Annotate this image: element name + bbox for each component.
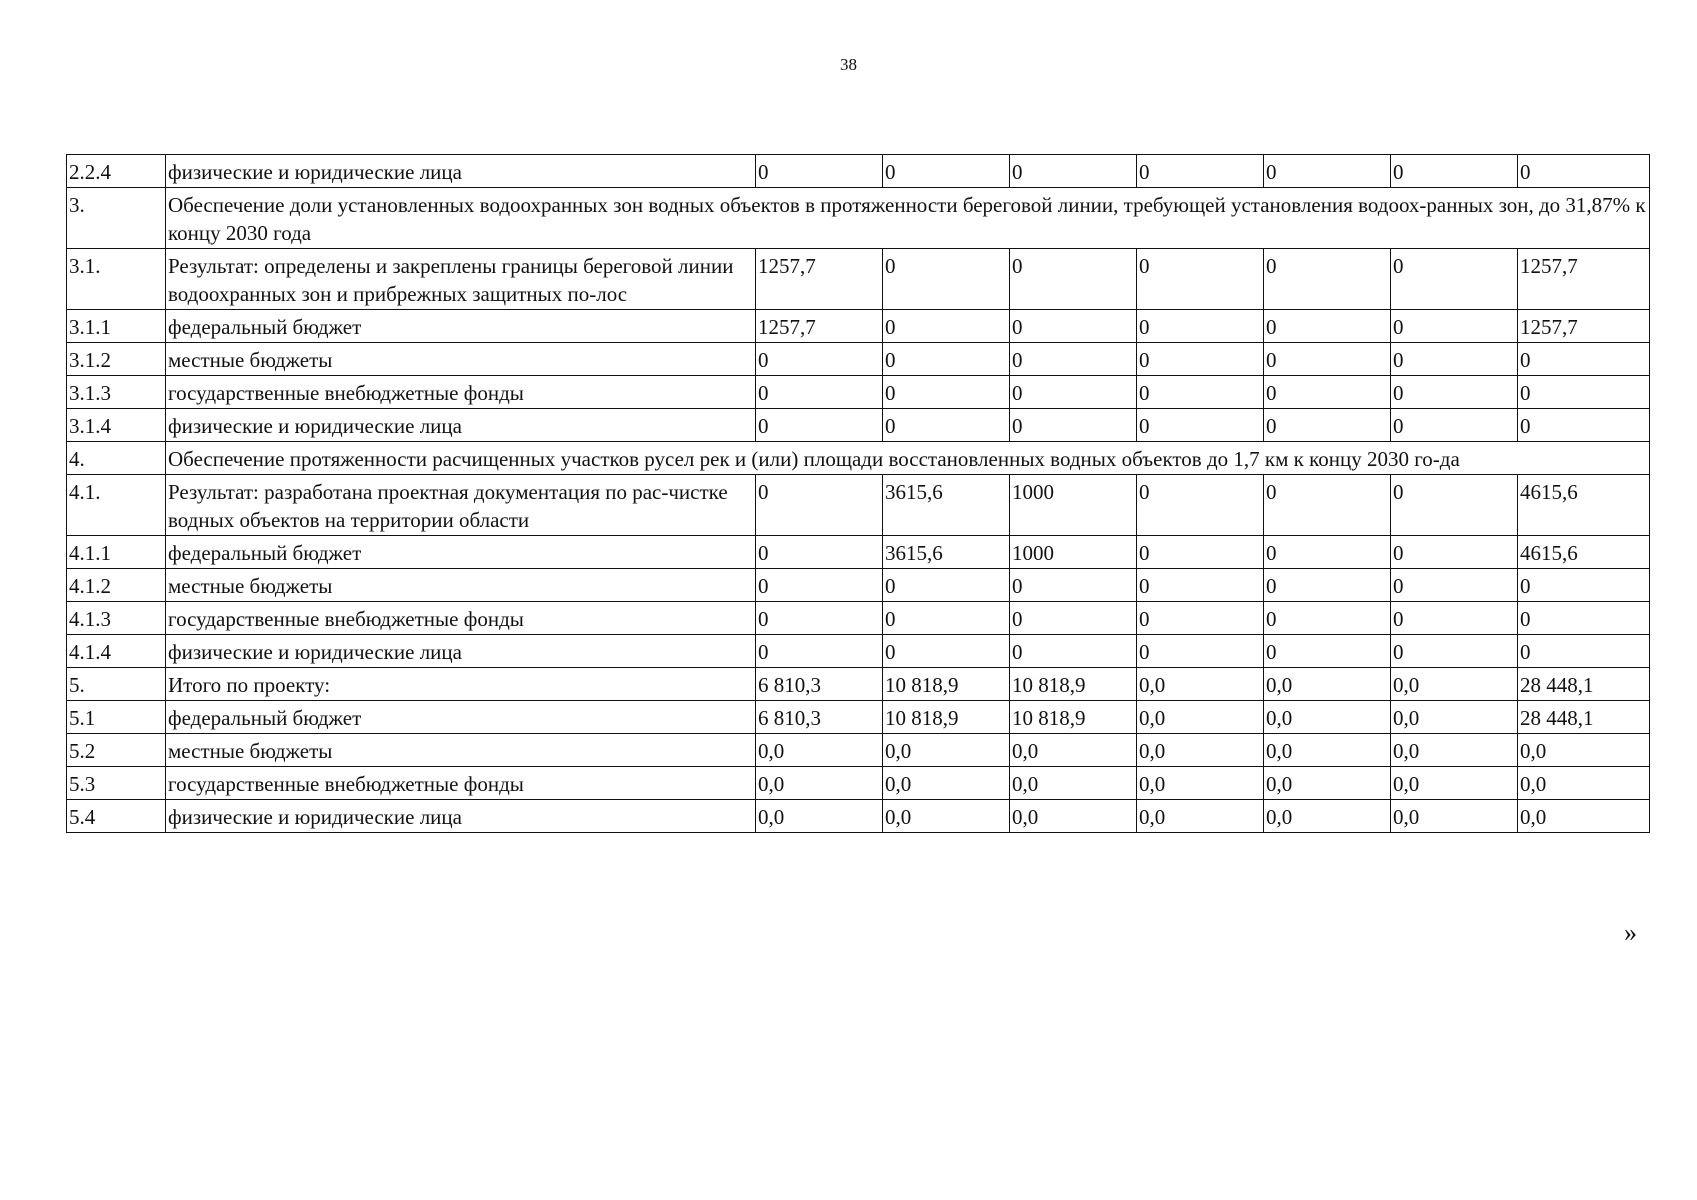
row-name-cell: федеральный бюджет — [166, 701, 756, 734]
row-name-cell: местные бюджеты — [166, 569, 756, 602]
value-cell: 0 — [883, 635, 1010, 668]
value-cell: 4615,6 — [1518, 475, 1650, 536]
row-name-cell: Результат: разработана проектная документация по рас-чистке водных объектов на территории области — [166, 475, 756, 536]
value-cell: 0 — [1391, 249, 1518, 310]
closing-quote-mark: » — [1624, 918, 1637, 947]
value-cell: 0 — [883, 343, 1010, 376]
value-cell: 3615,6 — [883, 536, 1010, 569]
value-cell: 0 — [1518, 569, 1650, 602]
row-name-cell: федеральный бюджет — [166, 536, 756, 569]
table-row — [67, 569, 1650, 602]
value-cell: 0,0 — [1137, 734, 1264, 767]
row-name-cell: местные бюджеты — [166, 734, 756, 767]
table-row — [67, 701, 1650, 734]
value-cell: 1257,7 — [756, 249, 883, 310]
value-cell: 1000 — [1010, 475, 1137, 536]
value-cell: 10 818,9 — [883, 668, 1010, 701]
value-cell: 0 — [1137, 635, 1264, 668]
value-cell: 0 — [1264, 310, 1391, 343]
row-name-cell: государственные внебюджетные фонды — [166, 602, 756, 635]
value-cell: 0 — [756, 155, 883, 188]
row-number-cell: 4.1.1 — [67, 536, 166, 569]
value-cell: 0 — [756, 602, 883, 635]
value-cell: 0 — [756, 536, 883, 569]
value-cell: 0 — [1264, 155, 1391, 188]
row-name-cell: физические и юридические лица — [166, 800, 756, 833]
value-cell: 0 — [1518, 376, 1650, 409]
value-cell: 1257,7 — [1518, 249, 1650, 310]
page-number: 38 — [840, 55, 857, 74]
value-cell: 0 — [1264, 376, 1391, 409]
value-cell: 0 — [1391, 602, 1518, 635]
value-cell: 0 — [1518, 409, 1650, 442]
value-cell: 0 — [883, 409, 1010, 442]
row-number-cell: 2.2.4 — [67, 155, 166, 188]
value-cell: 0 — [1391, 475, 1518, 536]
value-cell: 0,0 — [1391, 800, 1518, 833]
value-cell: 0 — [1010, 409, 1137, 442]
value-cell: 0,0 — [1391, 767, 1518, 800]
value-cell: 0 — [1391, 569, 1518, 602]
row-number-cell: 5.2 — [67, 734, 166, 767]
value-cell: 0 — [1391, 376, 1518, 409]
row-number-cell: 5.4 — [67, 800, 166, 833]
row-number-cell: 4.1. — [67, 475, 166, 536]
value-cell: 0,0 — [1137, 701, 1264, 734]
value-cell: 0,0 — [1010, 734, 1137, 767]
value-cell: 0 — [1137, 536, 1264, 569]
value-cell: 0 — [1010, 602, 1137, 635]
value-cell: 0 — [756, 376, 883, 409]
row-number-cell: 3.1.1 — [67, 310, 166, 343]
value-cell: 0 — [1391, 635, 1518, 668]
value-cell: 28 448,1 — [1518, 701, 1650, 734]
row-name-cell: Результат: определены и закреплены границы береговой линии водоохранных зон и прибрежных защитных по-лос — [166, 249, 756, 310]
row-number-cell: 5.1 — [67, 701, 166, 734]
value-cell: 10 818,9 — [883, 701, 1010, 734]
row-number-cell: 4. — [67, 442, 166, 475]
value-cell: 0,0 — [1137, 767, 1264, 800]
value-cell: 1257,7 — [756, 310, 883, 343]
value-cell: 10 818,9 — [1010, 701, 1137, 734]
value-cell: 1000 — [1010, 536, 1137, 569]
value-cell: 0 — [1264, 602, 1391, 635]
value-cell: 0,0 — [756, 767, 883, 800]
value-cell: 0 — [1137, 475, 1264, 536]
value-cell: 0 — [756, 635, 883, 668]
value-cell: 0 — [1010, 569, 1137, 602]
row-name-cell: физические и юридические лица — [166, 635, 756, 668]
row-number-cell: 3.1.4 — [67, 409, 166, 442]
value-cell: 0 — [883, 602, 1010, 635]
value-cell: 0 — [1391, 155, 1518, 188]
value-cell: 0 — [1518, 343, 1650, 376]
value-cell: 0 — [1518, 155, 1650, 188]
value-cell: 0 — [1137, 249, 1264, 310]
row-number-cell: 4.1.2 — [67, 569, 166, 602]
value-cell: 0,0 — [1264, 767, 1391, 800]
row-name-cell: физические и юридические лица — [166, 155, 756, 188]
value-cell: 10 818,9 — [1010, 668, 1137, 701]
value-cell: 0 — [1010, 343, 1137, 376]
value-cell: 0,0 — [1391, 734, 1518, 767]
row-number-cell: 5.3 — [67, 767, 166, 800]
table-row — [67, 602, 1650, 635]
value-cell: 28 448,1 — [1518, 668, 1650, 701]
value-cell: 1257,7 — [1518, 310, 1650, 343]
table-row — [67, 310, 1650, 343]
value-cell: 0 — [756, 409, 883, 442]
value-cell: 0 — [1264, 249, 1391, 310]
value-cell: 0 — [1391, 409, 1518, 442]
value-cell: 0,0 — [1391, 668, 1518, 701]
value-cell: 0,0 — [883, 734, 1010, 767]
value-cell: 0 — [1137, 310, 1264, 343]
value-cell: 0,0 — [1518, 734, 1650, 767]
row-number-cell: 3.1.3 — [67, 376, 166, 409]
value-cell: 0 — [1010, 155, 1137, 188]
table-row — [67, 188, 1650, 249]
value-cell: 0 — [756, 569, 883, 602]
value-cell: 0 — [1518, 635, 1650, 668]
table-row — [67, 409, 1650, 442]
value-cell: 0 — [1518, 602, 1650, 635]
row-number-cell: 3.1.2 — [67, 343, 166, 376]
table-row — [67, 249, 1650, 310]
value-cell: 6 810,3 — [756, 668, 883, 701]
row-number-cell: 4.1.4 — [67, 635, 166, 668]
row-name-cell: Обеспечение доли установленных водоохранных зон водных объектов в протяженности береговой линии, требующей установления водоох-ранных зон, до 31,87% к концу 2030 года — [166, 188, 1650, 249]
table-row — [67, 155, 1650, 188]
value-cell: 0,0 — [1010, 767, 1137, 800]
value-cell: 0,0 — [756, 800, 883, 833]
value-cell: 0 — [883, 376, 1010, 409]
value-cell: 0 — [756, 475, 883, 536]
value-cell: 0,0 — [1264, 800, 1391, 833]
value-cell: 0,0 — [1264, 668, 1391, 701]
row-name-cell: Итого по проекту: — [166, 668, 756, 701]
value-cell: 0,0 — [1518, 800, 1650, 833]
row-name-cell: физические и юридические лица — [166, 409, 756, 442]
row-number-cell: 3.1. — [67, 249, 166, 310]
value-cell: 0 — [1264, 343, 1391, 376]
row-name-cell: государственные внебюджетные фонды — [166, 376, 756, 409]
value-cell: 0,0 — [1518, 767, 1650, 800]
value-cell: 0 — [1137, 409, 1264, 442]
value-cell: 0,0 — [756, 734, 883, 767]
table-row — [67, 635, 1650, 668]
value-cell: 0 — [1264, 635, 1391, 668]
value-cell: 0,0 — [1137, 800, 1264, 833]
row-name-cell: федеральный бюджет — [166, 310, 756, 343]
value-cell: 0 — [1010, 635, 1137, 668]
table-row — [67, 343, 1650, 376]
value-cell: 0 — [1010, 249, 1137, 310]
value-cell: 0 — [1264, 569, 1391, 602]
table-row — [67, 800, 1650, 833]
value-cell: 0 — [1137, 569, 1264, 602]
row-name-cell: государственные внебюджетные фонды — [166, 767, 756, 800]
row-number-cell: 4.1.3 — [67, 602, 166, 635]
value-cell: 0 — [1010, 376, 1137, 409]
value-cell: 0 — [1391, 310, 1518, 343]
value-cell: 0 — [1264, 475, 1391, 536]
table-row — [67, 734, 1650, 767]
value-cell: 0 — [883, 155, 1010, 188]
row-number-cell: 5. — [67, 668, 166, 701]
row-name-cell: местные бюджеты — [166, 343, 756, 376]
table-row — [67, 668, 1650, 701]
value-cell: 0 — [1137, 376, 1264, 409]
value-cell: 0,0 — [1264, 701, 1391, 734]
value-cell: 0 — [1264, 409, 1391, 442]
table-row — [67, 475, 1650, 536]
value-cell: 0 — [756, 343, 883, 376]
value-cell: 4615,6 — [1518, 536, 1650, 569]
table-row — [67, 767, 1650, 800]
value-cell: 0 — [1137, 155, 1264, 188]
value-cell: 0 — [1137, 602, 1264, 635]
value-cell: 0 — [1391, 343, 1518, 376]
value-cell: 0 — [883, 569, 1010, 602]
value-cell: 0 — [1391, 536, 1518, 569]
row-name-cell: Обеспечение протяженности расчищенных участков русел рек и (или) площади восстановленных водных объектов до 1,7 км к концу 2030 го-да — [166, 442, 1650, 475]
value-cell: 0 — [883, 310, 1010, 343]
value-cell: 0,0 — [1391, 701, 1518, 734]
value-cell: 3615,6 — [883, 475, 1010, 536]
value-cell: 0 — [1264, 536, 1391, 569]
value-cell: 0 — [883, 249, 1010, 310]
value-cell: 0,0 — [1010, 800, 1137, 833]
funding-table — [66, 154, 1650, 833]
value-cell: 6 810,3 — [756, 701, 883, 734]
value-cell: 0,0 — [1264, 734, 1391, 767]
table-row — [67, 442, 1650, 475]
row-number-cell: 3. — [67, 188, 166, 249]
value-cell: 0 — [1010, 310, 1137, 343]
table-row — [67, 536, 1650, 569]
value-cell: 0,0 — [1137, 668, 1264, 701]
value-cell: 0,0 — [883, 800, 1010, 833]
value-cell: 0 — [1137, 343, 1264, 376]
table-row — [67, 376, 1650, 409]
value-cell: 0,0 — [883, 767, 1010, 800]
